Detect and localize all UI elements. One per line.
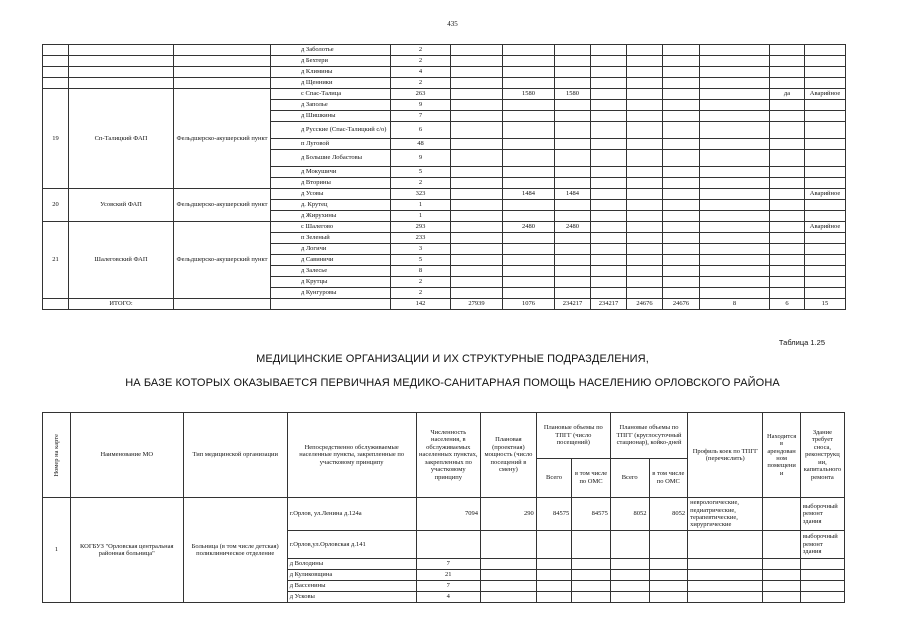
plan-oms [555, 288, 591, 299]
settlement-population: 2 [391, 277, 451, 288]
settlement-population: 7 [416, 581, 480, 592]
settlement-population: 2 [391, 288, 451, 299]
total-value: 15 [805, 299, 846, 310]
organizations-table [42, 412, 845, 603]
total-row [43, 299, 846, 310]
plan-total [503, 288, 555, 299]
settlement-population: 293 [391, 222, 451, 233]
plan-oms [555, 139, 591, 150]
header-incl-oms: в том числе по ОМС [572, 458, 611, 497]
building-status [805, 111, 846, 122]
header-rented: Находится в арендован ном помещени и [763, 413, 801, 498]
header-bed-profile: Профиль коек по ТПГГ (перечислить) [688, 413, 763, 498]
facility-name: Шалеговский ФАП [69, 222, 174, 299]
header-building-repair: Здание требует сноса, реконструкц ии, капитального ремонта [800, 413, 844, 498]
settlement-population: 2 [391, 178, 451, 189]
plan-total [503, 277, 555, 288]
plan-oms: 1580 [555, 89, 591, 100]
header-capacity: Плановая (проектная) мощность (число посещений в смену) [480, 413, 536, 498]
settlement-population: 9 [391, 100, 451, 111]
building-status [805, 211, 846, 222]
settlement-name: д Шишкины [271, 111, 391, 122]
org-building: выборочный ремонт здания [800, 531, 844, 559]
header-plan-visits: Плановые объемы по ТПГГ (число посещений) [536, 413, 610, 459]
settlement-name: д Володины [287, 559, 416, 570]
rented [770, 178, 805, 189]
plan-oms: 2480 [555, 222, 591, 233]
plan-total [503, 178, 555, 189]
settlement-name: д Щенники [271, 78, 391, 89]
settlement-population: 4 [391, 67, 451, 78]
building-status [805, 255, 846, 266]
header-hosp-incl-oms: в том числе по ОМС [649, 458, 688, 497]
settlement-population: 5 [391, 255, 451, 266]
total-label: ИТОГО: [69, 299, 174, 310]
settlement-name: д Русские (Спас-Талицкий с/о) [271, 122, 391, 139]
plan-oms [555, 100, 591, 111]
building-status: Аварийное [805, 222, 846, 233]
total-value: 234217 [555, 299, 591, 310]
plan-total [503, 100, 555, 111]
table-title-line-1: МЕДИЦИНСКИЕ ОРГАНИЗАЦИИ И ИХ СТРУКТУРНЫЕ ПОДРАЗДЕЛЕНИЯ, [256, 353, 649, 365]
total-value: 24676 [627, 299, 663, 310]
plan-total [503, 211, 555, 222]
org-population: 7094 [416, 498, 480, 531]
building-status [805, 150, 846, 167]
building-status [805, 244, 846, 255]
org-bed-profile: неврологические, педиатрические, терапевтические, хирургические [688, 498, 763, 531]
plan-total [503, 233, 555, 244]
settlement-name: п Зеленый [271, 233, 391, 244]
settlement-population: 9 [391, 150, 451, 167]
rented [770, 111, 805, 122]
total-value: 142 [391, 299, 451, 310]
org-building: выборочный ремонт здания [800, 498, 844, 531]
settlement-population: 5 [391, 167, 451, 178]
table-label: Таблица 1.25 [778, 338, 825, 347]
plan-total [503, 255, 555, 266]
total-value: 234217 [591, 299, 627, 310]
settlement-population: 1 [391, 200, 451, 211]
total-value: 27939 [451, 299, 503, 310]
rented [770, 100, 805, 111]
rented [770, 189, 805, 200]
facility-name: Усовский ФАП [69, 189, 174, 222]
settlement-name: д Крутцы [271, 277, 391, 288]
table-row [43, 89, 846, 100]
total-value: 8 [700, 299, 770, 310]
header-row [43, 413, 845, 459]
building-status [805, 122, 846, 139]
building-status [805, 100, 846, 111]
plan-total [503, 139, 555, 150]
table-row [43, 78, 846, 89]
settlement-name: д. Крутец [271, 200, 391, 211]
plan-total [503, 266, 555, 277]
rented [770, 200, 805, 211]
table-row [43, 56, 846, 67]
settlement-name: д Логичи [271, 244, 391, 255]
org-address: г.Орлов, ул.Ленина д.124а [287, 498, 416, 531]
facility-type: Фельдшерско-акушерский пункт [174, 89, 271, 189]
building-status [805, 178, 846, 189]
page-number: 435 [447, 20, 458, 28]
settlement-name: д Савиничи [271, 255, 391, 266]
org-address: г.Орлов,ул.Орловская д.141 [287, 531, 416, 559]
table-title-line-2: НА БАЗЕ КОТОРЫХ ОКАЗЫВАЕТСЯ ПЕРВИЧНАЯ МЕДИКО-САНИТАРНАЯ ПОМОЩЬ НАСЕЛЕНИЮ ОРЛОВСКОГО РАЙОНА [125, 377, 780, 389]
facility-num: 20 [43, 189, 69, 222]
org-num: 1 [43, 498, 71, 603]
settlement-population: 3 [391, 244, 451, 255]
building-status [805, 167, 846, 178]
building-status [805, 233, 846, 244]
building-status [805, 200, 846, 211]
plan-total [503, 111, 555, 122]
table-row [43, 189, 846, 200]
plan-total: 1484 [503, 189, 555, 200]
plan-oms: 1484 [555, 189, 591, 200]
settlement-name: д Бехтери [271, 56, 391, 67]
table-row [43, 67, 846, 78]
table-row [43, 498, 845, 531]
settlement-name: д Залесье [271, 266, 391, 277]
org-plan-oms: 84575 [572, 498, 611, 531]
settlement-population: 48 [391, 139, 451, 150]
plan-total: 1580 [503, 89, 555, 100]
plan-oms [555, 178, 591, 189]
plan-total [503, 122, 555, 139]
org-capacity: 290 [480, 498, 536, 531]
plan-oms [555, 255, 591, 266]
settlement-name: д Вторины [271, 178, 391, 189]
rented [770, 266, 805, 277]
rented [770, 277, 805, 288]
total-value: 6 [770, 299, 805, 310]
continuation-table [42, 44, 846, 310]
settlement-name: д Куликовщина [287, 570, 416, 581]
facility-num: 21 [43, 222, 69, 299]
rented [770, 255, 805, 266]
settlement-population: 2 [391, 78, 451, 89]
settlement-population: 2 [391, 45, 451, 56]
plan-oms [555, 211, 591, 222]
settlement-name: д Жирухины [271, 211, 391, 222]
settlement-population: 323 [391, 189, 451, 200]
settlement-population: 2 [391, 56, 451, 67]
building-status: Аварийное [805, 189, 846, 200]
settlement-name: д Мокушичи [271, 167, 391, 178]
header-hosp-total: Всего [610, 458, 649, 497]
plan-oms [555, 244, 591, 255]
plan-total [503, 150, 555, 167]
settlement-population: 4 [416, 592, 480, 603]
settlement-name: д Вассенины [287, 581, 416, 592]
plan-oms [555, 266, 591, 277]
settlement-name: д Усовы [271, 189, 391, 200]
header-plan-hospital: Плановые объемы по ТПГГ (круглосуточный стационар), койко-дней [610, 413, 687, 459]
rented [770, 150, 805, 167]
rented [770, 288, 805, 299]
plan-oms [555, 277, 591, 288]
building-status [805, 266, 846, 277]
rented [770, 139, 805, 150]
settlement-name: д Климины [271, 67, 391, 78]
plan-total [503, 200, 555, 211]
table-row [43, 45, 846, 56]
table-row [43, 222, 846, 233]
rented [770, 233, 805, 244]
plan-total [503, 167, 555, 178]
building-status: Аварийное [805, 89, 846, 100]
settlement-population: 8 [391, 266, 451, 277]
header-org-type: Тип медицинской организации [183, 413, 287, 498]
plan-oms [555, 150, 591, 167]
org-hosp-oms: 8052 [649, 498, 688, 531]
settlement-population: 233 [391, 233, 451, 244]
settlement-name: д Усковы [287, 592, 416, 603]
rented [770, 211, 805, 222]
settlement-name: с Спас-Талица [271, 89, 391, 100]
org-name: КОГБУЗ "Орловская центральная районная больница" [70, 498, 183, 603]
settlement-population: 1 [391, 211, 451, 222]
facility-name: Сп-Талицкий ФАП [69, 89, 174, 189]
org-rented [763, 498, 801, 531]
org-plan-total: 84575 [536, 498, 571, 531]
plan-oms [555, 111, 591, 122]
building-status [805, 139, 846, 150]
settlement-name: д Заполье [271, 100, 391, 111]
plan-total: 2480 [503, 222, 555, 233]
org-hosp-total: 8052 [610, 498, 649, 531]
building-status [805, 288, 846, 299]
settlement-name: д Заболотье [271, 45, 391, 56]
facility-type: Фельдшерско-акушерский пункт [174, 222, 271, 299]
header-mo-name: Наименование МО [70, 413, 183, 498]
header-served-settlements: Непосредственно обслуживаемые населенные пункты, закрепленные по участковому принципу [287, 413, 416, 498]
rented [770, 222, 805, 233]
rented [770, 122, 805, 139]
settlement-population: 7 [391, 111, 451, 122]
header-population: Численность населения, в обслуживаемых населенных пунктах, закрепленных по участковому принципу [416, 413, 480, 498]
plan-total [503, 244, 555, 255]
plan-oms [555, 122, 591, 139]
settlement-name: д Большие Лобастовы [271, 150, 391, 167]
settlement-name: п Луговой [271, 139, 391, 150]
facility-num: 19 [43, 89, 69, 189]
settlement-name: д Кунгуровы [271, 288, 391, 299]
rented [770, 244, 805, 255]
settlement-population: 21 [416, 570, 480, 581]
plan-oms [555, 200, 591, 211]
total-value: 24676 [663, 299, 700, 310]
rented [770, 167, 805, 178]
rented: да [770, 89, 805, 100]
settlement-name: с Шалегово [271, 222, 391, 233]
settlement-population: 6 [391, 122, 451, 139]
header-map-num: Номер на карте [43, 413, 71, 498]
plan-oms [555, 233, 591, 244]
total-value: 1076 [503, 299, 555, 310]
building-status [805, 277, 846, 288]
header-total: Всего [536, 458, 571, 497]
settlement-population: 7 [416, 559, 480, 570]
org-type: Больница (в том числе детская) поликлиническое отделение [183, 498, 287, 603]
facility-type: Фельдшерско-акушерский пункт [174, 189, 271, 222]
plan-oms [555, 167, 591, 178]
settlement-population: 263 [391, 89, 451, 100]
